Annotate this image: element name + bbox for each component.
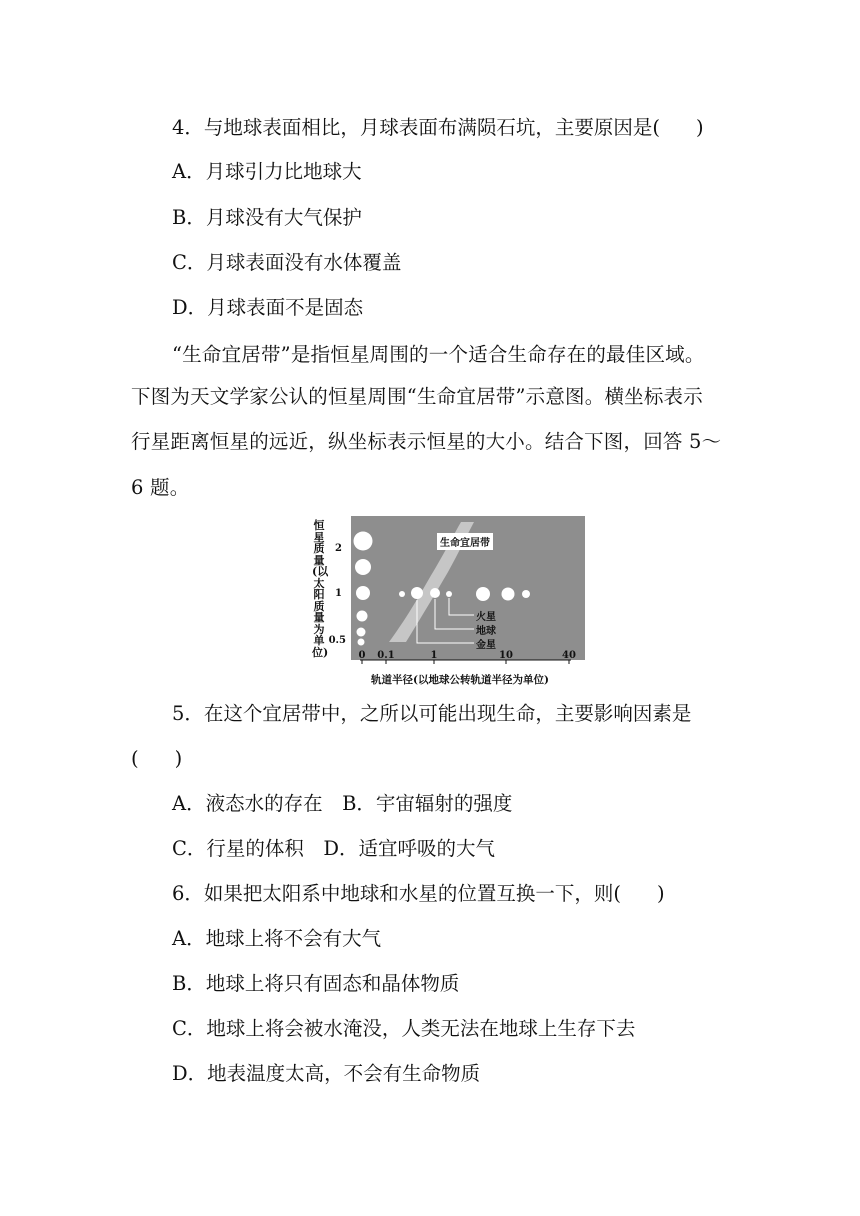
question-6-option-c: C．地球上将会被水淹没，人类无法在地球上生存下去: [172, 1017, 636, 1040]
earth-leader-line: [435, 599, 474, 629]
planet-jupiter-circle: [476, 587, 490, 601]
x-tick-1: 1: [430, 650, 438, 661]
mars-leader-line: [449, 598, 474, 615]
x-axis-title: 轨道半径(以地球公转轨道半径为单位): [371, 674, 549, 686]
star-mass-0.7-circle: [357, 628, 366, 637]
question-4-option-a: A．月球引力比地球大: [172, 160, 362, 183]
question-5-open-paren: (: [131, 747, 139, 770]
x-tick-10: 10: [499, 650, 513, 661]
star-mass-1.2-circle: [356, 586, 370, 600]
y-tick-2: 2: [335, 543, 342, 554]
y-tick-0.5: 0.5: [328, 635, 346, 646]
star-mass-1-circle: [357, 611, 368, 622]
question-4-option-c: C．月球表面没有水体覆盖: [172, 251, 402, 274]
question-6-close-paren: ): [657, 882, 665, 905]
passage-line-2: 下图为天文学家公认的恒星周围“生命宜居带”示意图。横坐标表示: [131, 385, 703, 408]
question-4-text: 4．与地球表面相比，月球表面布满陨石坑，主要原因是(: [172, 116, 661, 139]
x-tick-0.1: 0.1: [377, 650, 395, 661]
x-tick-0: 0: [358, 650, 366, 661]
question-4-option-b: B．月球没有大气保护: [172, 206, 362, 229]
star-mass-0.5-circle: [358, 639, 365, 646]
question-5-close-paren: ): [174, 747, 183, 770]
planet-label-mars: 火星: [476, 612, 496, 623]
habitable-zone-figure: [296, 512, 596, 692]
planet-earth-circle: [430, 588, 440, 598]
y-axis-title: 恒星质量(以太阳质量为单位): [312, 519, 329, 659]
question-6-stem: [172, 880, 665, 908]
x-tick-40: 40: [562, 650, 576, 661]
star-mass-1.5-circle: [355, 559, 371, 575]
planet-mercury-circle: [399, 591, 405, 597]
passage-line-3: 行星距离恒星的远近，纵坐标表示恒星的大小。结合下图，回答 5～: [131, 430, 722, 453]
question-6-option-d: D．地表温度太高，不会有生命物质: [172, 1062, 481, 1085]
question-5-paren: [131, 745, 182, 773]
habitable-zone-label: 生命宜居带: [437, 533, 493, 550]
y-tick-1: 1: [335, 588, 342, 599]
question-4-option-d: D．月球表面不是固态: [172, 296, 364, 319]
question-4-stem: [172, 114, 704, 142]
planet-venus-circle: [411, 587, 423, 599]
question-4-close-paren: ): [696, 116, 704, 139]
planet-saturn-circle: [502, 588, 515, 601]
planet-label-venus: 金星: [476, 640, 496, 651]
question-5-options-row-1: A．液态水的存在 B．宇宙辐射的强度: [172, 792, 513, 815]
question-5-stem: 5．在这个宜居带中，之所以可能出现生命，主要影响因素是: [172, 702, 692, 725]
question-6-text: 6．如果把太阳系中地球和水星的位置互换一下，则(: [172, 882, 622, 905]
question-6-option-b: B．地球上将只有固态和晶体物质: [172, 972, 460, 995]
question-6-option-a: A．地球上将不会有大气: [172, 927, 382, 950]
passage-line-4: 6 题。: [131, 476, 190, 499]
planet-uranus-circle: [522, 590, 530, 598]
question-5-options-row-2: C．行星的体积 D．适宜呼吸的大气: [172, 837, 496, 860]
planet-label-earth: 地球: [476, 626, 496, 637]
passage-line-1: “生命宜居带”是指恒星周围的一个适合生命存在的最佳区域。: [172, 343, 705, 366]
planet-mars-circle: [446, 591, 452, 597]
star-mass-2-circle: [354, 532, 373, 551]
